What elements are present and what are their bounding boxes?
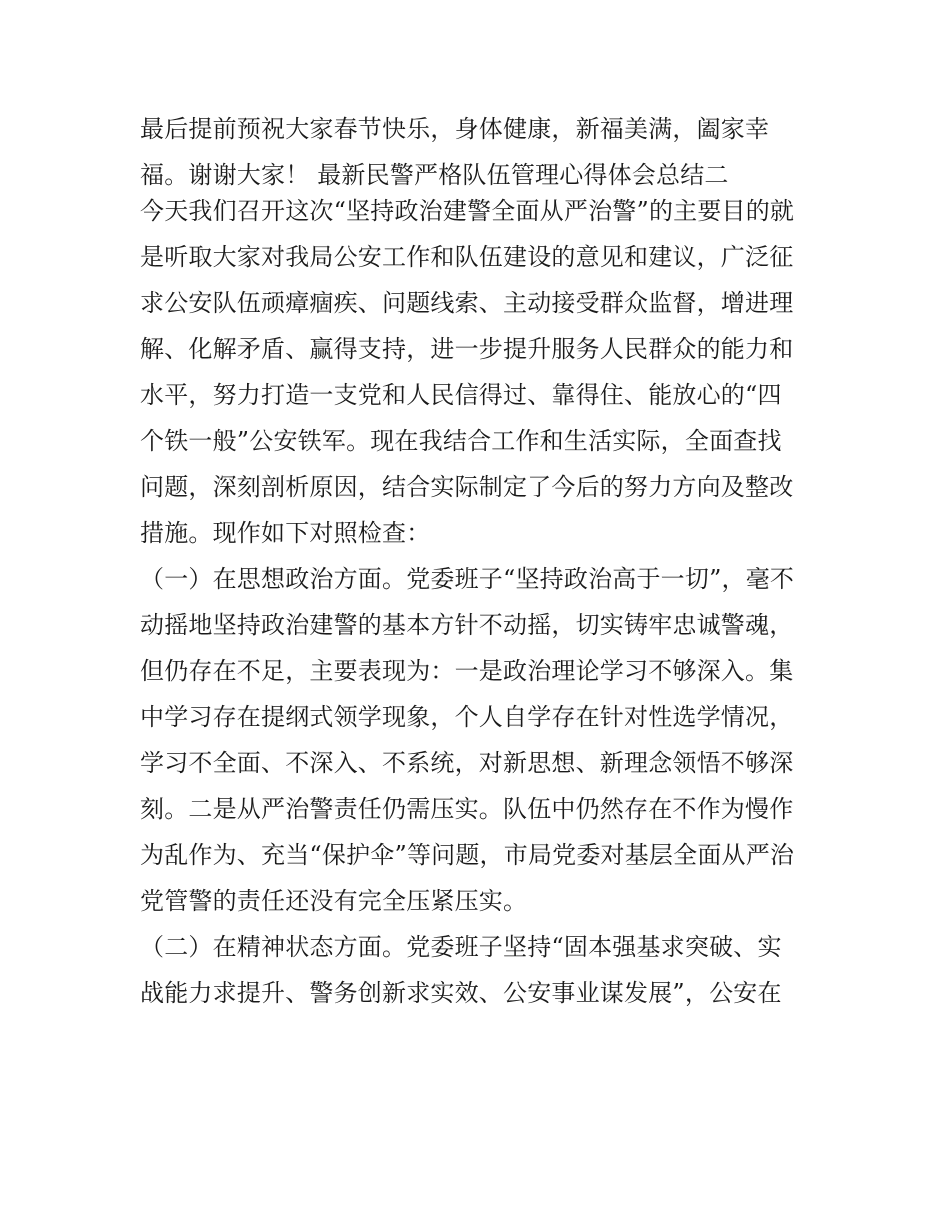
text-line: 党管警的责任还没有完全压紧压实。 (140, 887, 528, 915)
text-line: 措施。现作如下对照检查： (140, 519, 431, 547)
text-line: 是听取大家对我局公安工作和队伍建设的意见和建议，广泛征 (140, 243, 794, 271)
text-line: 福。谢谢大家！ 最新民警严格队伍管理心得体会总结二 (140, 161, 729, 189)
text-line: 中学习存在提纲式领学现象，个人自学存在针对性选学情况， (140, 703, 794, 731)
text-line: 问题，深刻剖析原因，结合实际制定了今后的努力方向及整改 (140, 473, 794, 501)
text-line: 水平，努力打造一支党和人民信得过、靠得住、能放心的“四 (140, 381, 782, 409)
text-line: （一）在思想政治方面。党委班子“坚持政治高于一切”，毫不 (140, 565, 795, 593)
text-line: 最后提前预祝大家春节快乐，身体健康，新福美满，阖家幸 (140, 115, 770, 143)
text-line: （二）在精神状态方面。党委班子坚持“固本强基求突破、实 (140, 933, 782, 961)
text-line: 求公安队伍顽瘴痼疾、问题线索、主动接受群众监督，增进理 (140, 289, 794, 317)
text-line: 今天我们召开这次“坚持政治建警全面从严治警”的主要目的就 (140, 197, 795, 225)
text-line: 动摇地坚持政治建警的基本方针不动摇，切实铸牢忠诚警魂， (140, 611, 794, 639)
text-line: 个铁一般”公安铁军。现在我结合工作和生活实际，全面查找 (140, 427, 782, 455)
text-line: 刻。二是从严治警责任仍需压实。队伍中仍然存在不作为慢作 (140, 795, 794, 823)
text-line: 但仍存在不足，主要表现为：一是政治理论学习不够深入。集 (140, 657, 794, 685)
text-line: 解、化解矛盾、赢得支持，进一步提升服务人民群众的能力和 (140, 335, 794, 363)
document-body (140, 106, 820, 1016)
text-line: 为乱作为、充当“保护伞”等问题，市局党委对基层全面从严治 (140, 841, 795, 869)
text-line: 战能力求提升、警务创新求实效、公安事业谋发展”，公安在 (140, 979, 782, 1007)
text-line: 学习不全面、不深入、不系统，对新思想、新理念领悟不够深 (140, 749, 794, 777)
